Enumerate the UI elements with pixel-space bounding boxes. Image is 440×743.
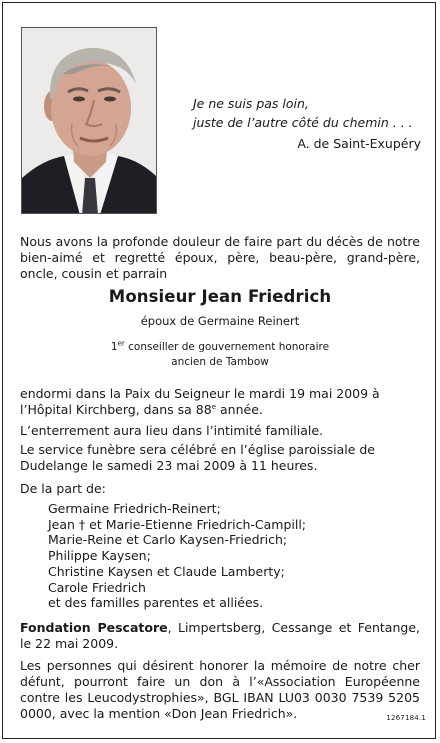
role-line-1 [20, 341, 420, 353]
role-line-2: ancien de Tambow [171, 356, 269, 368]
family-member: Christine Kaysen et Claude Lamberty; [48, 563, 285, 579]
place-date-paragraph [20, 620, 420, 652]
death-paragraph [20, 386, 420, 418]
role-ordinal: 1 [110, 341, 118, 353]
place-date-text: , Limpertsberg, Cessange et Fentange, le 22 mai 2009. [20, 620, 420, 651]
family-member: Germaine Friedrich-Reinert; [48, 501, 221, 516]
death-age-suffix: e [211, 402, 217, 411]
donation-paragraph: Les personnes qui désirent honorer la mémoire de notre cher défunt, pourront faire un don à l’«Association Européenne contre les Leucodystrophies», BGL IBAN LU03 0030 7539 5205 0000, avec la mention «Don Jean Friedrich». [20, 658, 420, 721]
family-list [48, 501, 306, 611]
portrait-photo [21, 27, 157, 214]
family-member: Jean † et Marie-Etienne Friedrich-Campill; [48, 516, 307, 532]
from-label: De la part de: [20, 481, 106, 496]
family-member: Carole Friedrich [48, 579, 146, 595]
death-text: endormi dans la Paix du Seigneur le mardi 19 mai 2009 à l’Hôpital Kirchberg, dans sa 88 [20, 386, 380, 417]
intro-paragraph: Nous avons la profonde douleur de faire part du décès de notre bien-aimé et regretté époux, père, beau-père, grand-père, oncle, cousin et parrain [20, 234, 420, 281]
deceased-name: Monsieur Jean Friedrich [108, 287, 332, 306]
service-paragraph: Le service funèbre sera célébré en l’église paroissiale de Dudelange le samedi 23 mai 2009 à 11 heures. [20, 442, 375, 473]
quote-line-1: Je ne suis pas loin, [193, 96, 309, 111]
burial-paragraph: L’enterrement aura lieu dans l’intimité familiale. [20, 423, 324, 438]
spouse-line: époux de Germaine Reinert [140, 314, 300, 328]
role-title: conseiller de gouvernement honoraire [124, 341, 330, 353]
reference-number: 1267184.1 [386, 714, 426, 722]
family-member: Marie-Reine et Carlo Kaysen-Friedrich; [48, 532, 288, 548]
family-member: et des familles parentes et alliées. [48, 595, 264, 611]
quote-author: A. de Saint-Exupéry [297, 136, 421, 151]
epigraph-quote [193, 94, 421, 153]
foundation-name: Fondation Pescatore [20, 620, 168, 635]
death-text-end: année. [216, 402, 263, 417]
role-ordinal-suffix: er [117, 339, 125, 348]
quote-line-2: juste de l’autre côté du chemin . . . [193, 115, 413, 130]
family-member: Philippe Kaysen; [48, 548, 151, 564]
